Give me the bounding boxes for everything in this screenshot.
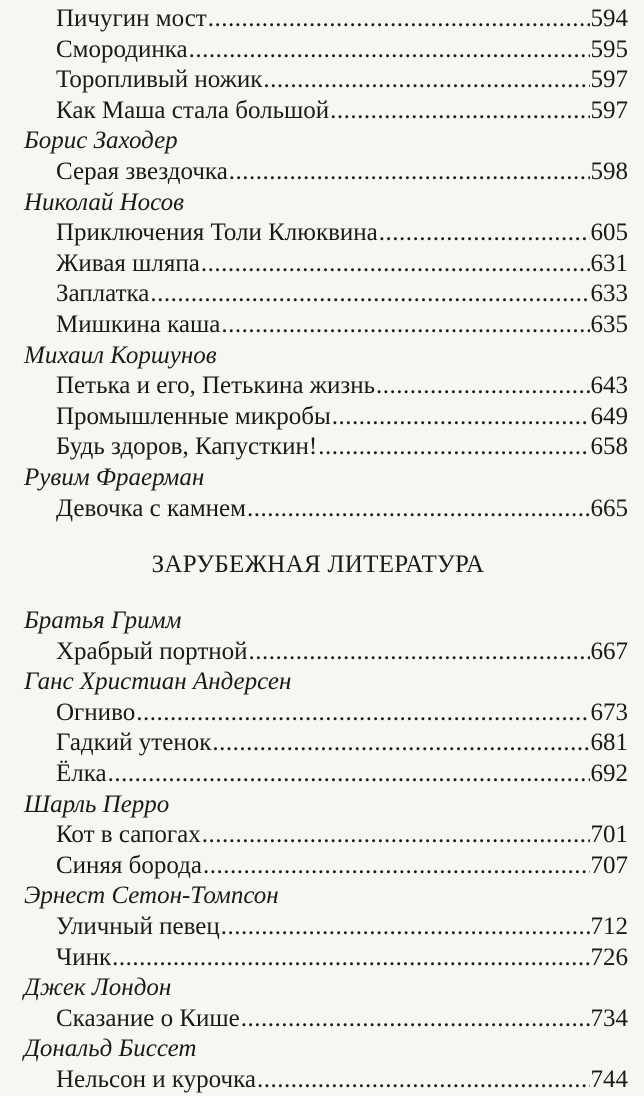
toc-entry[interactable] (24, 218, 628, 249)
toc-entry[interactable] (24, 96, 628, 127)
toc-entry[interactable] (24, 851, 628, 882)
toc-entry[interactable] (24, 402, 628, 433)
toc-entry[interactable] (24, 912, 628, 943)
author-name: Шарль Перро (24, 790, 170, 818)
page-number: 673 (590, 698, 628, 726)
toc-entry[interactable] (24, 35, 628, 66)
entry-title: Сказание о Кише (56, 1004, 240, 1032)
toc-entry[interactable] (24, 157, 628, 188)
author-name: Николай Носов (24, 188, 185, 216)
toc-entry[interactable] (24, 279, 628, 310)
author-name: Братья Гримм (24, 607, 182, 635)
dot-leader (229, 157, 590, 188)
entry-title: Нельсон и курочка (56, 1066, 256, 1093)
page-number: 643 (590, 372, 628, 400)
dot-leader (241, 1004, 590, 1035)
toc-entry[interactable] (24, 432, 628, 463)
toc-entry[interactable] (24, 698, 628, 729)
author-name: Михаил Коршунов (24, 341, 217, 369)
entry-title: Торопливый ножик (56, 66, 263, 94)
page-number: 681 (590, 729, 628, 757)
dot-leader (150, 279, 589, 310)
page-number: 726 (590, 943, 628, 971)
page-number: 649 (590, 402, 628, 430)
dot-leader (112, 943, 589, 974)
entry-title: Храбрый портной (56, 637, 248, 665)
entry-title: Ёлка (56, 760, 107, 788)
page-number: 744 (590, 1066, 628, 1093)
entry-title: Серая звездочка (56, 157, 228, 185)
toc-entry[interactable] (24, 637, 628, 668)
dot-leader (221, 310, 589, 341)
dot-leader (263, 65, 589, 96)
entry-title: Уличный певец (56, 913, 220, 941)
entry-title: Пичугин мост (56, 5, 207, 32)
author-name: Ганс Христиан Андерсен (24, 668, 292, 696)
dot-leader (247, 494, 590, 525)
entry-title: Смородинка (56, 35, 188, 63)
dot-leader (376, 371, 590, 402)
entry-title: Будь здоров, Капусткин! (56, 433, 318, 461)
toc-entry[interactable] (24, 820, 628, 851)
author-name: Рувим Фраерман (24, 463, 205, 491)
entry-title: Заплатка (56, 280, 150, 308)
toc-block-foreign (24, 606, 628, 1096)
dot-leader (330, 96, 589, 127)
page-number: 692 (590, 760, 628, 788)
toc-entry[interactable] (24, 249, 628, 280)
dot-leader (201, 249, 590, 280)
page-number: 701 (590, 821, 628, 849)
entry-title: Мишкина каша (56, 310, 221, 338)
dot-leader (332, 402, 590, 433)
dot-leader (208, 4, 590, 35)
page-number: 594 (590, 5, 628, 32)
page-number: 633 (590, 280, 628, 308)
entry-title: Чинк (56, 943, 112, 971)
author-name: Эрнест Сетон-Томпсон (24, 882, 279, 910)
dot-leader (136, 698, 589, 729)
entry-title: Приключения Толи Клюквина (56, 219, 378, 247)
entry-title: Девочка с камнем (56, 494, 246, 522)
page-number: 631 (590, 249, 628, 277)
toc-entry[interactable] (24, 759, 628, 790)
dot-leader (318, 432, 589, 463)
toc-entry[interactable] (24, 371, 628, 402)
entry-title: Кот в сапогах (56, 821, 201, 849)
page-number: 605 (590, 219, 628, 247)
entry-title: Промышленные микробы (56, 402, 331, 430)
toc-entry[interactable] (24, 65, 628, 96)
entry-title: Синяя борода (56, 851, 202, 879)
dot-leader (203, 851, 590, 882)
dot-leader (257, 1065, 590, 1096)
toc-entry[interactable] (24, 310, 628, 341)
entry-title: Живая шляпа (56, 249, 200, 277)
dot-leader (212, 728, 589, 759)
page-number: 598 (590, 157, 628, 185)
page-number: 595 (590, 35, 628, 63)
dot-leader (379, 218, 590, 249)
dot-leader (189, 35, 590, 66)
toc-entry[interactable] (24, 1004, 628, 1035)
page-number: 597 (590, 96, 628, 124)
dot-leader (202, 820, 590, 851)
author-name: Джек Лондон (24, 974, 172, 1002)
page-number: 667 (590, 637, 628, 665)
page-number: 665 (590, 494, 628, 522)
entry-title: Гадкий утенок (56, 729, 212, 757)
dot-leader (221, 912, 590, 943)
page-number: 707 (590, 851, 628, 879)
entry-title: Петька и его, Петькина жизнь (56, 372, 375, 400)
dot-leader (249, 637, 590, 668)
dot-leader (108, 759, 590, 790)
toc-entry[interactable] (24, 728, 628, 759)
entry-title: Огниво (56, 698, 136, 726)
page-number: 712 (590, 913, 628, 941)
author-name: Дональд Биссет (24, 1035, 197, 1063)
section-heading: ЗАРУБЕЖНАЯ ЛИТЕРАТУРА (151, 551, 485, 579)
toc-block-domestic (24, 4, 628, 524)
page-number: 635 (590, 310, 628, 338)
page-number: 658 (590, 433, 628, 461)
page-number: 734 (590, 1004, 628, 1032)
toc-entry[interactable] (24, 494, 628, 525)
toc-entry[interactable] (24, 4, 628, 35)
toc-entry[interactable] (24, 1065, 628, 1096)
author-name: Борис Заходер (24, 127, 178, 155)
toc-entry[interactable] (24, 943, 628, 974)
page-number: 597 (590, 66, 628, 94)
entry-title: Как Маша стала большой (56, 96, 330, 124)
